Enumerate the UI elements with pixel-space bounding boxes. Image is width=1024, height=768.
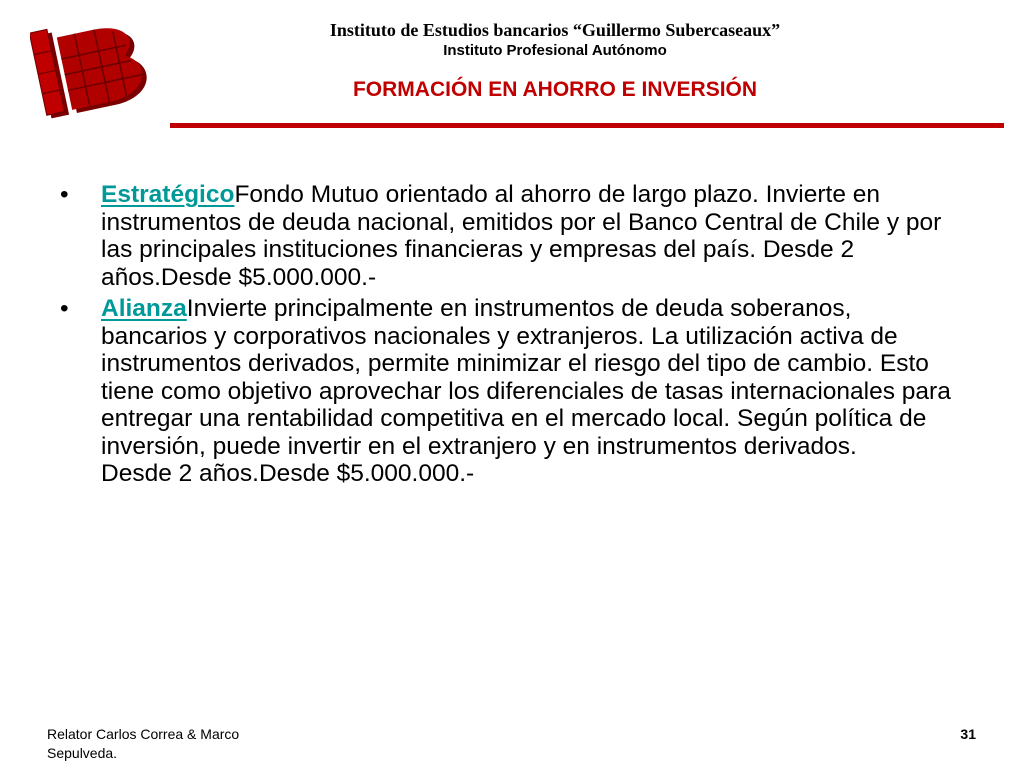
- footer-author: Relator Carlos Correa & Marco Sepulveda.: [47, 726, 240, 761]
- page-number: 31: [960, 726, 976, 742]
- section-title: FORMACIÓN EN AHORRO E INVERSIÓN: [352, 78, 758, 101]
- fund-minimum-amount: Desde 2 años.Desde $5.000.000.-: [101, 460, 475, 487]
- header-divider: [170, 123, 1004, 128]
- institution-logo: [30, 14, 162, 122]
- fund-item-estrategico: [60, 181, 960, 291]
- institution-subtitle: Instituto Profesional Autónomo: [443, 42, 667, 59]
- bullet-icon: •: [60, 295, 69, 322]
- bullet-icon: •: [60, 181, 69, 208]
- fund-link-alianza[interactable]: Alianza: [101, 295, 187, 322]
- fund-link-estrategico[interactable]: Estratégico: [101, 181, 235, 208]
- fund-list: [60, 181, 960, 492]
- fund-item-alianza: [60, 295, 960, 488]
- fund-description: Invierte principalmente en instrumentos de deuda soberanos, bancarios y corporativos nacionales y extranjeros. La utilización activa de instrumentos derivados, permite minimizar el riesgo del tipo de cambio. Esto tiene como objetivo aprovechar los diferenciales de tasas internacionales para entregar una rentabilidad competitiva en el mercado local. Según política de inversión, puede invertir en el extranjero y en instrumentos derivados.: [101, 295, 951, 460]
- fund-description: Fondo Mutuo orientado al ahorro de largo plazo. Invierte en instrumentos de deuda nacional, emitidos por el Banco Central de Chile y por las principales instituciones financieras y empresas del país. Desde 2 años.Desde $5.000.000.-: [101, 181, 942, 291]
- institution-name: Instituto de Estudios bancarios “Guillermo Subercaseaux”: [329, 20, 781, 40]
